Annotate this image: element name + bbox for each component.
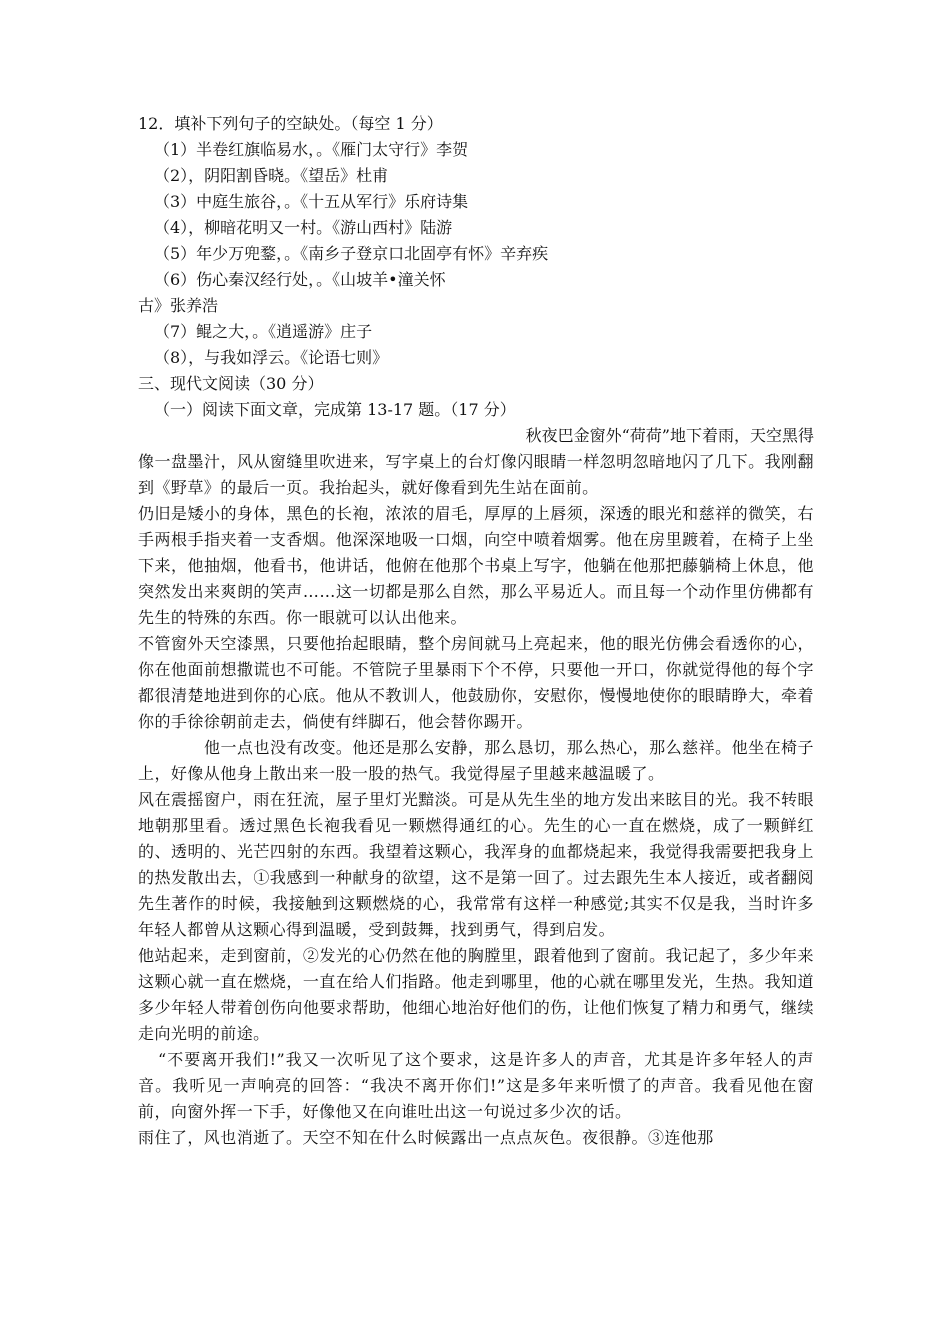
article-paragraph-text: 他一点也没有改变。他还是那么安静，那么恳切，那么热心，那么慈祥。他坐在椅子上，好像从他身上散出来一股一股的热气。我觉得屋子里越来越温暖了。 <box>138 738 814 783</box>
section-3-title: 三、现代文阅读（30 分） <box>138 374 324 393</box>
fill-blank-item-7: （7）鲲之大，。《逍遥游》庄子 <box>154 322 373 341</box>
article-paragraph: 仍旧是矮小的身体，黑色的长袍，浓浓的眉毛，厚厚的上唇须，深透的眼光和慈祥的微笑，右手两根手指夹着一支香烟。他深深地吸一口烟，向空中喷着烟雾。他在房里踱着，在椅子上坐下来，他抽烟，他看书，他讲话，他俯在他那个书桌上写字，他躺在他那把藤躺椅上休息，他突然发出来爽朗的笑声……这一切都是那么自然，那么平易近人。而且每一个动作里仿佛都有先生的特殊的东西。你一眼就可以认出他来。 <box>138 504 814 627</box>
document-page <box>138 111 814 1151</box>
article-paragraph: 风在震摇窗户，雨在狂流，屋子里灯光黯淡。可是从先生坐的地方发出来眩目的光。我不转眼地朝那里看。透过黑色长袍我看见一颗燃得通红的心。先生的心一直在燃烧，成了一颗鲜红的、透明的、光芒四射的东西。我望着这颗心，我浑身的血都烧起来，我觉得我需要把我身上的热发散出去，①我感到一种献身的欲望，这不是第一回了。过去跟先生本人接近，或者翻阅先生著作的时候，我接触到这颗燃烧的心，我常常有这样一种感觉;其实不仅是我，当时许多年轻人都曾从这颗心得到温暖，受到鼓舞，找到勇气，得到启发。 <box>138 790 814 939</box>
article-paragraph: 雨住了，风也消逝了。天空不知在什么时候露出一点点灰色。夜很静。③连他那 <box>138 1128 714 1147</box>
article-paragraph: 像一盘墨汁，风从窗缝里吹进来，写字桌上的台灯像闪眼睛一样忽明忽暗地闪了几下。我刚翻到《野草》的最后一页。我抬起头，就好像看到先生站在面前。 <box>138 452 814 497</box>
fill-blank-item-4: （4），柳暗花明又一村。《游山西村》陆游 <box>154 218 453 237</box>
fill-blank-item-1: （1）半卷红旗临易水，。《雁门太守行》李贺 <box>154 140 469 159</box>
article-paragraph <box>138 735 814 787</box>
fill-blank-item-2: （2），阴阳割昏晓。《望岳》杜甫 <box>154 166 389 185</box>
article-paragraph: 不管窗外天空漆黑，只要他抬起眼睛，整个房间就马上亮起来，他的眼光仿佛会看透你的心，你在他面前想撒谎也不可能。不管院子里暴雨下个不停，只要他一开口，你就觉得他的每个字都很清楚地进到你的心底。他从不教训人，他鼓励你，安慰你，慢慢地使你的眼睛睁大，牵着你的手徐徐朝前走去，倘使有绊脚石，他会替你踢开。 <box>138 634 814 731</box>
reading-subtitle: （一）阅读下面文章，完成第 13-17 题。（17 分） <box>154 400 516 419</box>
fill-blank-item-8: （8），与我如浮云。《论语七则》 <box>154 348 389 367</box>
fill-blank-item-3: （3）中庭生旅谷，。《十五从军行》乐府诗集 <box>154 192 469 211</box>
article-paragraph: 他站起来，走到窗前，②发光的心仍然在他的胸膛里，跟着他到了窗前。我记起了，多少年来这颗心就一直在燃烧，一直在给人们指路。他走到哪里，他的心就在哪里发光，生热。我知道多少年轻人带着创伤向他要求帮助，他细心地治好他们的伤，让他们恢复了精力和勇气，继续走向光明的前途。 <box>138 946 814 1043</box>
question-12-title: 12．填补下列句子的空缺处。（每空 1 分） <box>138 114 443 133</box>
fill-blank-item-5: （5）年少万兜鍪，。《南乡子登京口北固亭有怀》辛弃疾 <box>154 244 549 263</box>
article-first-line: 秋夜巴金窗外“荷荷”地下着雨，天空黑得 <box>525 426 814 445</box>
article-paragraph: “不要离开我们!”我又一次听见了这个要求，这是许多人的声音，尤其是许多年轻人的声音。我听见一声响亮的回答：“我决不离开你们!”这是多年来听惯了的声音。我看见他在窗前，向窗外挥一下手，好像他又在向谁吐出这一句说过多少次的话。 <box>138 1050 814 1121</box>
fill-blank-item-6-cont: 古》张养浩 <box>138 296 219 315</box>
fill-blank-item-6: （6）伤心秦汉经行处，。《山坡羊•潼关怀 <box>154 270 446 289</box>
